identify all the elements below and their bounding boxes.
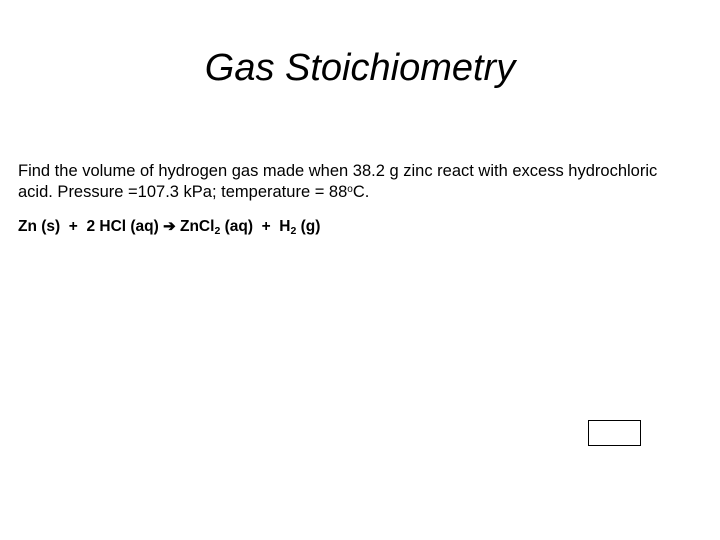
equation-product-h: (aq) + H [220, 218, 291, 235]
problem-line-2-text: acid. Pressure =107.3 kPa; temperature = 88 [18, 183, 348, 201]
answer-box[interactable] [588, 420, 641, 446]
problem-line-2-unit: C. [352, 183, 370, 201]
equation-product-gas-state: (g) [296, 218, 321, 235]
equation-product-zncl: ZnCl [175, 218, 215, 235]
h-subscript: 2 [290, 225, 297, 237]
problem-line-2 [18, 182, 718, 203]
slide-title: Gas Stoichiometry [204, 47, 516, 89]
equation-reactants: Zn (s) + 2 HCl (aq) [18, 218, 164, 235]
degree-symbol: o [347, 184, 353, 195]
zncl-subscript: 2 [214, 225, 221, 237]
problem-line-1: Find the volume of hydrogen gas made when 38.2 g zinc react with excess hydrochloric [18, 162, 658, 180]
chemical-equation [18, 216, 320, 238]
reaction-arrow-icon: ➔ [163, 218, 176, 235]
problem-statement [18, 161, 718, 203]
